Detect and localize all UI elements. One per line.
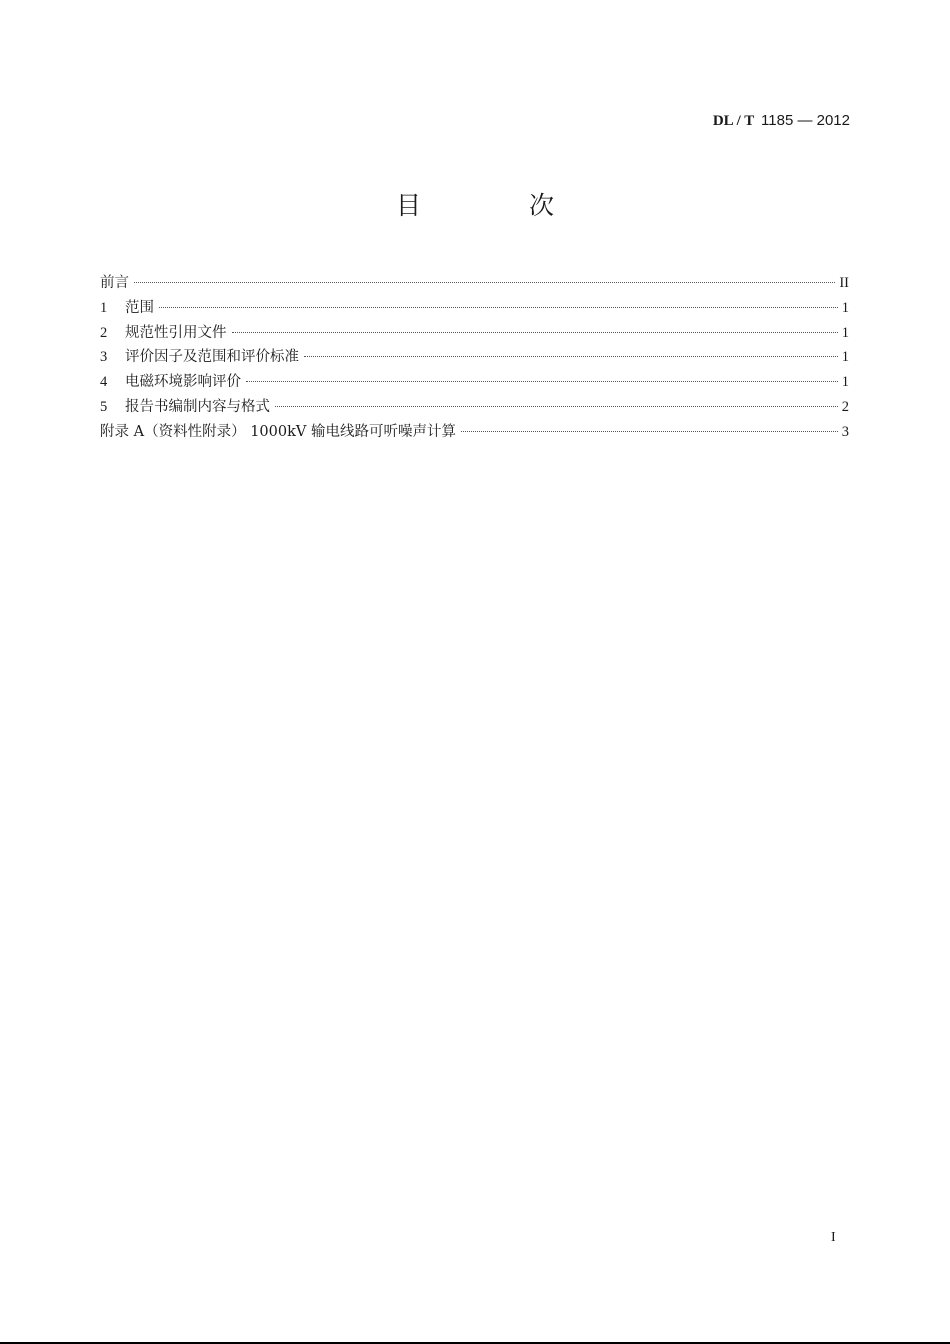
toc-page-number: 3 xyxy=(841,423,849,440)
toc-page-number: II xyxy=(839,275,849,291)
toc-page-number: 1 xyxy=(841,374,849,391)
toc-section-number: 2 xyxy=(100,324,108,341)
toc-label: 范围 xyxy=(125,299,154,316)
page-number: I xyxy=(831,1230,836,1245)
toc-leader-dots xyxy=(461,431,838,432)
toc-section-number: 5 xyxy=(100,398,108,415)
toc-page-number: 1 xyxy=(841,324,849,341)
toc-label: 评价因子及范围和评价标准 xyxy=(125,349,299,366)
toc-section-number: 1 xyxy=(100,299,108,316)
toc-entry-report-format[interactable] xyxy=(100,395,849,420)
toc-leader-dots xyxy=(159,307,838,308)
standard-number xyxy=(713,110,850,131)
toc-page-number: 1 xyxy=(841,299,849,316)
toc-entry-normative-references[interactable] xyxy=(100,321,849,346)
toc-label: 报告书编制内容与格式 xyxy=(125,398,270,415)
toc-page-number: 2 xyxy=(841,398,849,415)
standard-code: DL / T xyxy=(712,113,755,129)
table-of-contents xyxy=(100,271,849,445)
standard-year-number: 1185 — 2012 xyxy=(761,112,850,129)
toc-label: 附录 A（资料性附录） 1000kV 输电线路可听噪声计算 xyxy=(100,423,456,440)
toc-entry-evaluation-factors[interactable] xyxy=(100,345,849,370)
toc-entry-appendix-a[interactable] xyxy=(100,420,849,445)
toc-section-number: 4 xyxy=(100,374,108,391)
toc-entry-scope[interactable] xyxy=(100,296,849,321)
toc-label: 规范性引用文件 xyxy=(125,324,227,341)
toc-entry-em-impact-assessment[interactable] xyxy=(100,370,849,395)
toc-label: 电磁环境影响评价 xyxy=(125,374,241,391)
toc-page-number: 1 xyxy=(841,349,849,366)
toc-entry-foreword[interactable] xyxy=(100,271,849,296)
page-title: 目 次 xyxy=(396,191,604,220)
toc-leader-dots xyxy=(232,332,838,333)
toc-leader-dots xyxy=(304,356,838,357)
toc-label: 前言 xyxy=(100,275,129,291)
toc-leader-dots xyxy=(134,282,835,283)
toc-leader-dots xyxy=(275,406,838,407)
toc-leader-dots xyxy=(246,381,838,382)
toc-section-number: 3 xyxy=(100,349,108,366)
